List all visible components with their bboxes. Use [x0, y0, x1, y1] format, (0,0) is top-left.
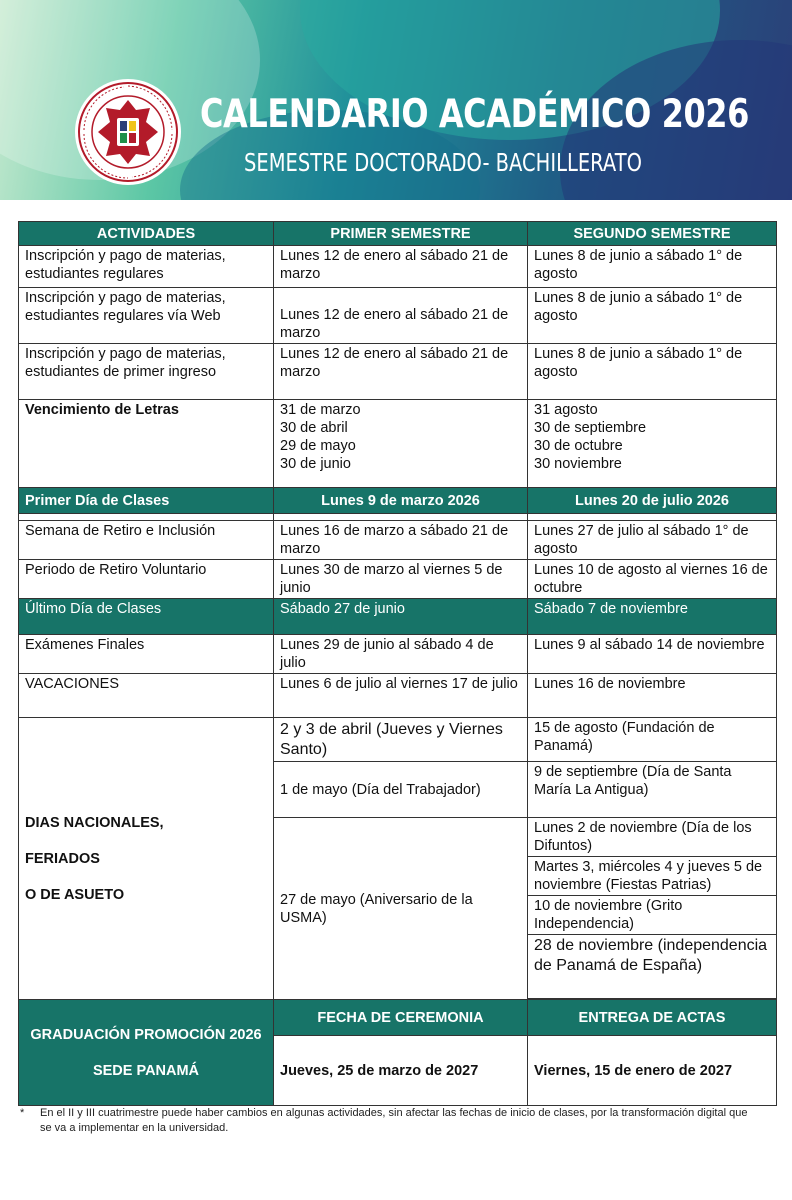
second-semester-cell: Lunes 16 de noviembre [528, 674, 777, 718]
table-row [19, 635, 777, 674]
activity-cell: Inscripción y pago de materias, estudiantes de primer ingreso [19, 344, 274, 400]
holidays-label-line: O DE ASUETO [25, 886, 125, 903]
footnote-text: En el II y III cuatrimestre puede haber cambios en algunas actividades, sin afectar las fechas de inicio de clases, por la transformación digital que se va a implementar en la universidad. [40, 1107, 748, 1134]
ceremony-date-header: FECHA DE CEREMONIA [274, 1000, 528, 1036]
first-semester-cell: Lunes 12 de enero al sábado 21 de marzo [274, 288, 528, 344]
second-semester-holiday: Martes 3, miércoles 4 y jueves 5 de noviembre (Fiestas Patrias) [528, 857, 777, 896]
activity-cell: Último Día de Clases [19, 599, 274, 635]
first-semester-cell: Lunes 29 de junio al sábado 4 de julio [274, 635, 528, 674]
graduation-title: GRADUACIÓN PROMOCIÓN 2026 [30, 1026, 262, 1043]
second-semester-cell [528, 400, 777, 488]
first-semester-cell: Lunes 12 de enero al sábado 21 de marzo [274, 246, 528, 288]
second-semester-cell: Lunes 10 de agosto al viernes 16 de octubre [528, 560, 777, 599]
column-header-first-semester: PRIMER SEMESTRE [274, 222, 528, 246]
due-date: 30 de abril [280, 420, 348, 436]
second-semester-cell: Lunes 8 de junio a sábado 1° de agosto [528, 246, 777, 288]
holidays-label-line: FERIADOS [25, 850, 100, 867]
due-date: 31 de marzo [280, 402, 361, 418]
table-row [19, 246, 777, 288]
activity-cell: Exámenes Finales [19, 635, 274, 674]
first-semester-cell: Lunes 9 de marzo 2026 [274, 488, 528, 514]
first-semester-cell: Lunes 12 de enero al sábado 21 de marzo [274, 344, 528, 400]
table-row-highlight [19, 599, 777, 635]
second-semester-cell: Lunes 8 de junio a sábado 1° de agosto [528, 344, 777, 400]
activity-cell: Vencimiento de Letras [19, 400, 274, 488]
table-row [19, 718, 777, 762]
records-delivery-value: Viernes, 15 de enero de 2027 [528, 1036, 777, 1106]
activity-cell: VACACIONES [19, 674, 274, 718]
page-header [0, 0, 792, 200]
table-row-highlight [19, 488, 777, 514]
graduation-location: SEDE PANAMÁ [92, 1062, 200, 1079]
due-date: 29 de mayo [280, 438, 356, 454]
activity-cell: Primer Día de Clases [19, 488, 274, 514]
first-semester-cell: Lunes 30 de marzo al viernes 5 de junio [274, 560, 528, 599]
activity-cell: Periodo de Retiro Voluntario [19, 560, 274, 599]
due-date: 30 de octubre [534, 438, 623, 454]
due-date: 30 noviembre [534, 456, 622, 472]
graduation-label-cell [19, 1000, 274, 1106]
first-semester-cell: Lunes 6 de julio al viernes 17 de julio [274, 674, 528, 718]
holidays-label-line: DIAS NACIONALES, [25, 814, 164, 831]
second-semester-holiday: Lunes 2 de noviembre (Día de los Difuntos) [528, 818, 777, 857]
ceremony-date-value: Jueves, 25 de marzo de 2027 [274, 1036, 528, 1106]
second-semester-holiday: 9 de septiembre (Día de Santa María La Antigua) [528, 762, 777, 818]
holidays-label-cell [19, 718, 274, 1000]
second-semester-cell: Lunes 27 de julio al sábado 1° de agosto [528, 521, 777, 560]
second-semester-cell: Lunes 8 de junio a sábado 1° de agosto [528, 288, 777, 344]
table-spacer [19, 514, 777, 521]
table-row [19, 344, 777, 400]
first-semester-holiday: 2 y 3 de abril (Jueves y Viernes Santo) [274, 718, 528, 762]
records-delivery-header: ENTREGA DE ACTAS [528, 1000, 777, 1036]
table-row [19, 400, 777, 488]
table-row [19, 674, 777, 718]
university-seal-logo [74, 78, 182, 186]
first-semester-holiday: 27 de mayo (Aniversario de la USMA) [274, 818, 528, 1000]
second-semester-holiday: 28 de noviembre (independencia de Panamá de España) [528, 935, 777, 999]
first-semester-holiday: 1 de mayo (Día del Trabajador) [274, 762, 528, 818]
second-semester-cell: Sábado 7 de noviembre [528, 599, 777, 635]
page-title: CALENDARIO ACADÉMICO 2026 [200, 92, 749, 137]
column-header-activities: ACTIVIDADES [19, 222, 274, 246]
column-header-second-semester: SEGUNDO SEMESTRE [528, 222, 777, 246]
footnote-marker: * [20, 1107, 25, 1119]
table-row [19, 521, 777, 560]
due-date: 30 de septiembre [534, 420, 647, 436]
academic-calendar-table [18, 221, 777, 1106]
footnote [20, 1106, 760, 1136]
first-semester-cell: Sábado 27 de junio [274, 599, 528, 635]
activity-cell: Semana de Retiro e Inclusión [19, 521, 274, 560]
second-semester-holiday: 10 de noviembre (Grito Independencia) [528, 896, 777, 935]
table-row [19, 288, 777, 344]
due-date: 31 agosto [534, 402, 598, 418]
activity-cell: Inscripción y pago de materias, estudiantes regulares vía Web [19, 288, 274, 344]
second-semester-cell: Lunes 20 de julio 2026 [528, 488, 777, 514]
page-subtitle: SEMESTRE DOCTORADO- BACHILLERATO [244, 148, 642, 177]
graduation-header-row [19, 1000, 777, 1036]
first-semester-cell: Lunes 16 de marzo a sábado 21 de marzo [274, 521, 528, 560]
second-semester-cell: Lunes 9 al sábado 14 de noviembre [528, 635, 777, 674]
due-date: 30 de junio [280, 456, 351, 472]
activity-cell: Inscripción y pago de materias, estudiantes regulares [19, 246, 274, 288]
table-row [19, 560, 777, 599]
second-semester-holiday: 15 de agosto (Fundación de Panamá) [528, 718, 777, 762]
first-semester-cell [274, 400, 528, 488]
table-header-row [19, 222, 777, 246]
